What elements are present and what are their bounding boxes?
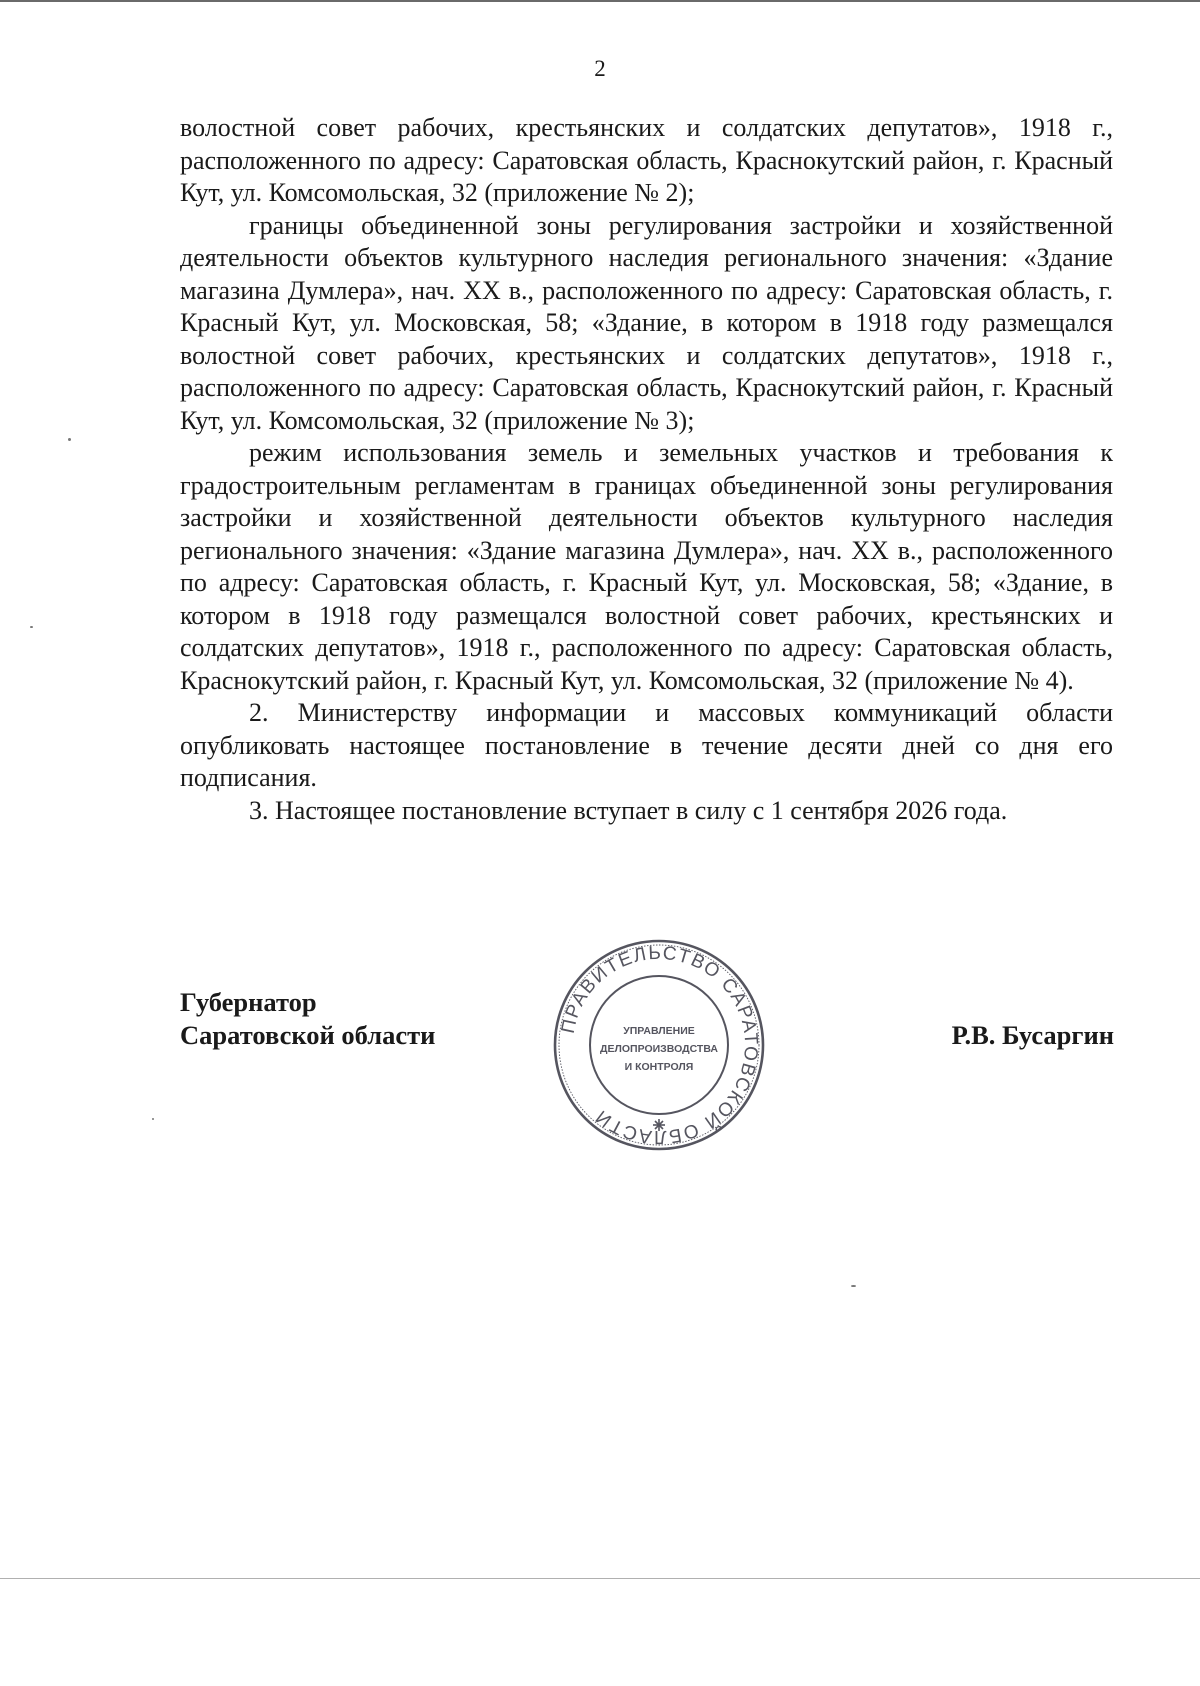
paragraph-item-3: 3. Настоящее постановление вступает в силу с 1 сентября 2026 года. (249, 795, 1008, 825)
seal-inner-line-2: ДЕЛОПРОИЗВОДСТВА (600, 1043, 718, 1055)
paragraph-land-use-regime: режим использования земель и земельных участков и требования к градостроительным регламентам в границах объединенной зоны регулирования застройки и хозяйственной деятельности объектов культурного наследия регионального значения: «Здание магазина Думлера», нач. XX в., расположенного по адресу: Саратовская область, г. Красный Кут, ул. Московская, 58; «Здание, в котором в 1918 году размещался волостной совет рабочих, крестьянских и солдатских депутатов», 1918 г., расположенного по адресу: Саратовская область, Краснокутский район, г. Красный Кут, ул. Комсомольская, 32 (приложение № 4). (180, 438, 1113, 695)
seal-outer-text: ПРАВИТЕЛЬСТВО САРАТОВСКОЙ ОБЛАСТИ (557, 942, 762, 1148)
scan-dash-line (0, 1578, 1200, 1579)
seal-icon (550, 936, 768, 1154)
signatory-title-line-1: Губернатор (180, 987, 317, 1017)
scan-speck (30, 626, 33, 628)
scan-speck (152, 1118, 154, 1120)
scan-top-edge (0, 0, 1200, 2)
paragraph-continuation: волостной совет рабочих, крестьянских и солдатских депутатов», 1918 г., расположенного по адресу: Саратовская область, Краснокутский район, г. Красный Кут, ул. Комсомольская, 32 (приложение № 2); (180, 113, 1113, 207)
document-body (180, 112, 1113, 827)
signatory-name: Р.В. Бусаргин (951, 1020, 1114, 1050)
page-number: 2 (594, 56, 606, 81)
scan-speck (68, 438, 71, 441)
seal-inner-line-1: УПРАВЛЕНИЕ (623, 1025, 695, 1037)
scan-speck (851, 1285, 856, 1287)
official-seal (550, 936, 768, 1154)
paragraph-zone-boundaries: границы объединенной зоны регулирования застройки и хозяйственной деятельности объектов культурного наследия регионального значения: «Здание магазина Думлера», нач. XX в., расположенного по адресу: Саратовская область, г. Красный Кут, ул. Московская, 58; «Здание, в котором в 1918 году размещался волостной совет рабочих, крестьянских и солдатских депутатов», 1918 г., расположенного по адресу: Саратовская область, Краснокутский район, г. Красный Кут, ул. Комсомольская, 32 (приложение № 3); (180, 210, 1113, 435)
paragraph-item-2: 2. Министерству информации и массовых коммуникаций области опубликовать настоящее постановление в течение десяти дней со дня его подписания. (180, 698, 1113, 792)
signatory-title (180, 986, 435, 1052)
signatory-title-line-2: Саратовской области (180, 1020, 436, 1050)
seal-inner-line-3: И КОНТРОЛЯ (624, 1061, 694, 1073)
